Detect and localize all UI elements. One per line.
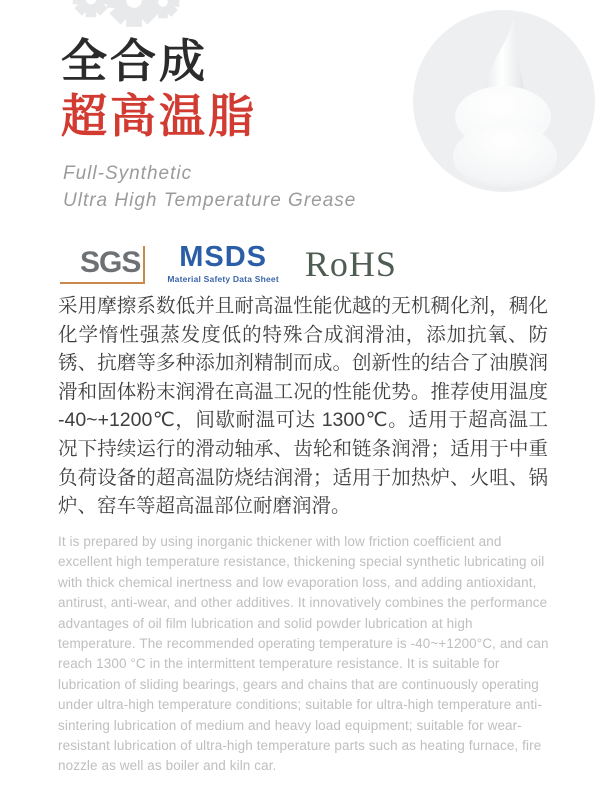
grease-dollop-image — [435, 13, 570, 195]
msds-logo — [167, 242, 279, 284]
certification-logos — [60, 242, 397, 284]
subtitle-line2: Ultra High Temperature Grease — [63, 190, 357, 211]
description-chinese: 采用摩擦系数低并且耐高温性能优越的无机稠化剂，稠化化学惰性强蒸发度低的特殊合成润滑油，添加抗氧、防锈、抗磨等多种添加剂精制而成。创新性的结合了油膜润滑和固体粉末润滑在高温工况的性能优势。推荐使用温度 -40~+1200℃，间歇耐温可达 1300℃。适用于超高温工况下持续运行的滑动轴承、齿轮和链条润滑；适用于中重负荷设备的超高温防烧结润滑；适用于加热炉、火咀、锅炉、窑车等超高温部位耐磨润滑。 — [58, 295, 548, 518]
msds-logo-text: MSDS — [179, 241, 267, 273]
msds-logo-tagline: Material Safety Data Sheet — [167, 274, 279, 284]
title-chinese-line1: 全合成 — [61, 35, 208, 87]
sgs-logo: SGS — [60, 246, 145, 284]
product-image — [410, 8, 600, 198]
gear-decoration — [0, 0, 220, 30]
gear-icon — [72, 0, 110, 18]
page-title — [61, 34, 257, 144]
rohs-logo: RoHS — [304, 244, 397, 284]
subtitle-line1: Full-Synthetic — [63, 163, 193, 184]
subtitle-english — [63, 160, 356, 214]
description-english: It is prepared by using inorganic thickener with low friction coefficient and excellent high temperature resistance, thickening special synthetic lubricating oil with thick chemical inertness and low evaporation loss, and adding antioxidant, antirust, anti-wear, and other additives. It innovatively combines the performance advantages of oil film lubrication and solid powder lubrication at high temperature. The recommended operating temperature is -40~+1200°C, and can reach 1300 °C in the intermittent temperature resistance. It is suitable for lubrication of sliding bearings, gears and chains that are continuously operating under ultra-high temperature conditions; suitable for ultra-high temperature anti-sintering lubrication of medium and heavy load equipment; suitable for wear-resistant lubrication of ultra-high temperature parts such as heating furnace, fire nozzle as well as boiler and kiln car. — [58, 534, 549, 774]
title-chinese-line2: 超高温脂 — [61, 90, 257, 142]
gear-icon — [146, 0, 180, 19]
